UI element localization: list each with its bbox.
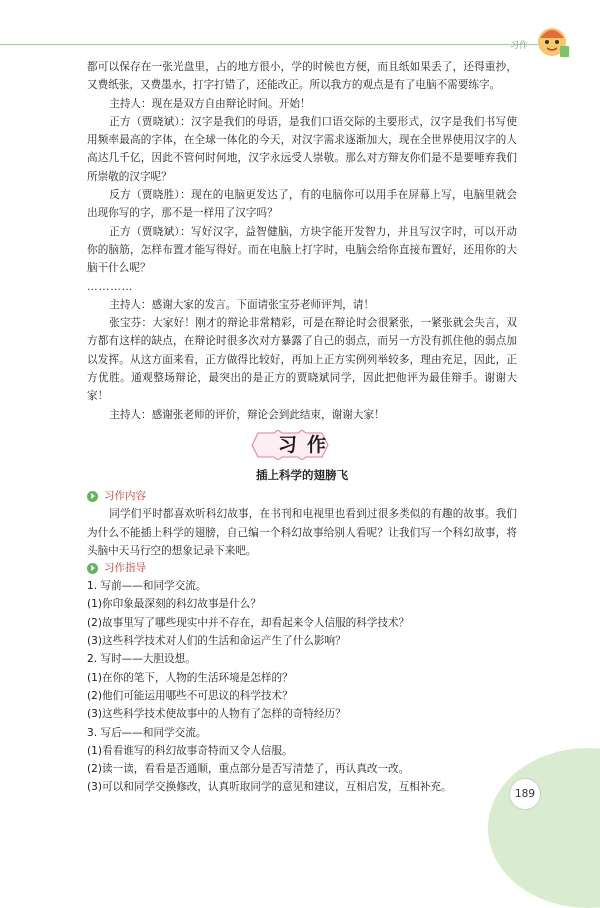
guide-item: 3. 写后——和同学交流。	[87, 726, 207, 739]
debate-paragraph: 主持人：感谢大家的发言。下面请张宝芬老师评判，请！	[109, 298, 375, 311]
content-heading-label: 习作内容	[104, 490, 146, 503]
play-arrow-icon	[87, 491, 98, 502]
guide-list	[87, 577, 517, 797]
debate-paragraph: 都可以保存在一张光盘里，占的地方很小，学的时候也方便，而且纸如果丢了，还得重抄，又费纸张，又费墨水，打字打错了，还能改正。所以我方的观点是有了电脑不需要练字。	[87, 61, 517, 92]
section-title-banner	[87, 430, 517, 462]
guide-item: (3)这些科学技术使故事中的人物有了怎样的奇特经历？	[87, 708, 346, 721]
header-label: 习作	[510, 41, 529, 51]
guide-item: (3)这些科学技术对人们的生活和命运产生了什么影响？	[87, 635, 346, 648]
content-heading	[87, 488, 517, 504]
guide-item: (2)他们可能运用哪些不可思议的科学技术？	[87, 689, 293, 702]
guide-item: 1. 写前——和同学交流。	[87, 580, 207, 593]
section-title: 习作	[277, 433, 336, 456]
debate-paragraph: 主持人：现在是双方自由辩论时间。开始！	[109, 97, 311, 110]
section-badge	[250, 430, 354, 460]
debate-paragraph: 正方（贾晓斌）：汉字是我们的母语，是我们口语交际的主要形式，汉字是我们书写使用频率最高的字体，在全球一体化的今天，对汉字需求逐渐加大，现在全世界使用汉字的人高达几千亿，因此不管何时何地，汉字永远受人崇敬。那么对方辩友你们是不是要唾弃我们所崇敬的汉字呢？	[87, 115, 517, 183]
guide-item: 2. 写时——大胆设想。	[87, 653, 196, 666]
guide-heading	[87, 560, 517, 576]
guide-heading-label: 习作指导	[104, 561, 146, 574]
essay-title: 插上科学的翅膀飞	[256, 467, 348, 482]
guide-item: (2)读一读，看看是否通顺，重点部分是否写清楚了，再认真改一改。	[87, 763, 410, 776]
debate-paragraph: 主持人：感谢张老师的评价，辩论会到此结束，谢谢大家！	[109, 408, 385, 421]
play-arrow-icon	[87, 563, 98, 574]
content-paragraph: 同学们平时都喜欢听科幻故事，在书刊和电视里也看到过很多类似的有趣的故事。我们为什么不能插上科学的翅膀，自己编一个科幻故事给别人看呢？让我们写一个科幻故事，将头脑中天马行空的想象记录下来吧。	[87, 508, 517, 557]
guide-item: (2)故事里写了哪些现实中并不存在，却看起来令人信服的科学技术？	[87, 616, 410, 629]
debate-paragraph: 正方（贾晓斌）：写好汉字，益智健脑，方块字能开发智力，并且写汉字时，可以开动你的脑筋，怎样布置才能写得好。而在电脑上打字时，电脑会给你直接布置好，还用你的大脑干什么呢？	[87, 225, 517, 275]
guide-item: (1)在你的笔下，人物的生活环境是怎样的？	[87, 671, 293, 684]
debate-paragraph: 张宝芬：大家好！刚才的辩论非常精彩，可是在辩论时会很紧张，一紧张就会失言，双方都有这样的缺点，在辩论时很多次对方暴露了自己的弱点，而另一方没有抓住他的弱点加以发挥。从这方面来看，正方做得比较好，再加上正方实例列举较多，理由充足，因此，正方优胜。通观整场辩论，最突出的是正方的贾晓斌同学，因此把他评为最佳辩手。谢谢大家！	[87, 317, 517, 403]
mascot-icon	[532, 20, 572, 60]
page-number: 189	[509, 778, 541, 810]
guide-item: (1)你印象最深刻的科幻故事是什么？	[87, 598, 261, 611]
header-rule	[0, 44, 538, 45]
guide-item: (1)看看谁写的科幻故事奇特而又令人信服。	[87, 744, 293, 757]
page-content	[87, 58, 517, 797]
ellipsis-divider: …………	[87, 280, 134, 293]
debate-paragraph: 反方（贾晓胜）：现在的电脑更发达了，有的电脑你可以用手在屏幕上写，电脑里就会出现你写的字，那不是一样用了汉字吗？	[87, 189, 517, 220]
guide-item: (3)可以和同学交换修改，认真听取同学的意见和建议，互相启发，互相补充。	[87, 781, 452, 794]
